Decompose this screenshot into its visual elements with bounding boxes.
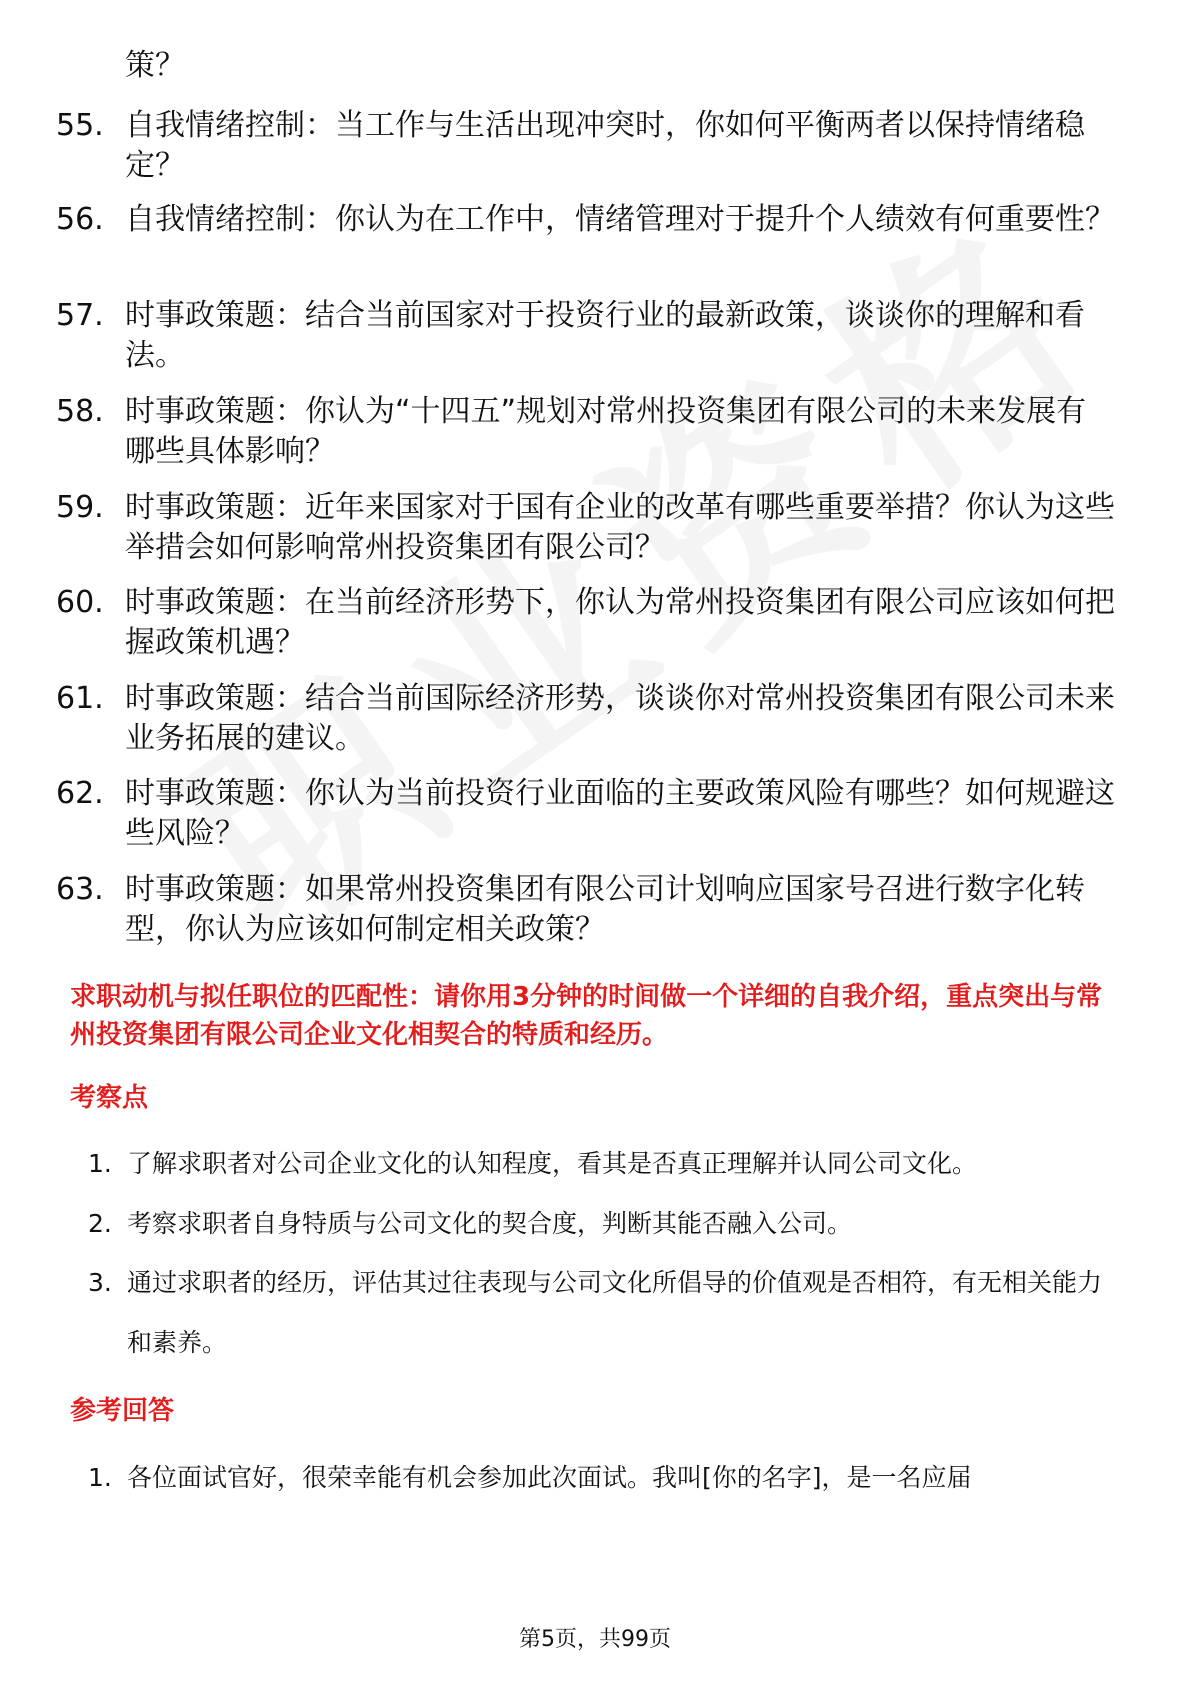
page-footer: 第5页，共99页 <box>519 1627 671 1652</box>
exam-point-text: 通过求职者的经历，评估其过往表现与公司文化所倡导的价值观是否相符，有无相关能力和素养。 <box>127 1268 1103 1357</box>
question-text: 时事政策题：如果常州投资集团有限公司计划响应国家号召进行数字化转型，你认为应该如何制定相关政策？ <box>125 872 1085 947</box>
question-number: 58. <box>56 394 104 429</box>
highlight-question: 求职动机与拟任职位的匹配性：请你用3分钟的时间做一个详细的自我介绍，重点突出与常州投资集团有限公司企业文化相契合的特质和经历。 <box>70 982 1103 1050</box>
reference-answer-number: 1. <box>88 1463 112 1492</box>
question-number: 59. <box>56 490 104 525</box>
exam-point-number: 2. <box>88 1209 112 1238</box>
question-text: 时事政策题：结合当前国际经济形势，谈谈你对常州投资集团有限公司未来业务拓展的建议。 <box>125 681 1115 756</box>
question-number: 62. <box>56 776 104 811</box>
question-text: 时事政策题：在当前经济形势下，你认为常州投资集团有限公司应该如何把握政策机遇？ <box>125 585 1115 660</box>
question-number: 57. <box>56 298 104 333</box>
question-number: 55. <box>56 108 104 143</box>
question-text: 自我情绪控制：你认为在工作中，情绪管理对于提升个人绩效有何重要性？ <box>125 202 1115 237</box>
exam-point-number: 1. <box>88 1149 112 1178</box>
question-number: 63. <box>56 872 104 907</box>
exam-point-text: 考察求职者自身特质与公司文化的契合度，判断其能否融入公司。 <box>127 1209 853 1238</box>
question-number: 61. <box>56 681 104 716</box>
question-continuation: 策？ <box>125 48 185 83</box>
question-text: 时事政策题：结合当前国家对于投资行业的最新政策，谈谈你的理解和看法。 <box>125 298 1085 373</box>
exam-point-text: 了解求职者对公司企业文化的认知程度，看其是否真正理解并认同公司文化。 <box>127 1149 978 1178</box>
question-text: 自我情绪控制：当工作与生活出现冲突时，你如何平衡两者以保持情绪稳定？ <box>125 108 1085 183</box>
question-text: 时事政策题：近年来国家对于国有企业的改革有哪些重要举措？你认为这些举措会如何影响常州投资集团有限公司？ <box>125 490 1115 565</box>
question-text: 时事政策题：你认为“十四五”规划对常州投资集团有限公司的未来发展有哪些具体影响？ <box>125 394 1087 469</box>
question-number: 56. <box>56 202 104 237</box>
exam-points-title: 考察点 <box>70 1083 149 1113</box>
reference-answer-title: 参考回答 <box>70 1396 175 1426</box>
question-text: 时事政策题：你认为当前投资行业面临的主要政策风险有哪些？如何规避这些风险？ <box>125 776 1115 851</box>
exam-point-number: 3. <box>88 1268 112 1297</box>
question-number: 60. <box>56 585 104 620</box>
reference-answer-text: 各位面试官好，很荣幸能有机会参加此次面试。我叫[你的名字]，是一名应届 <box>127 1463 972 1492</box>
